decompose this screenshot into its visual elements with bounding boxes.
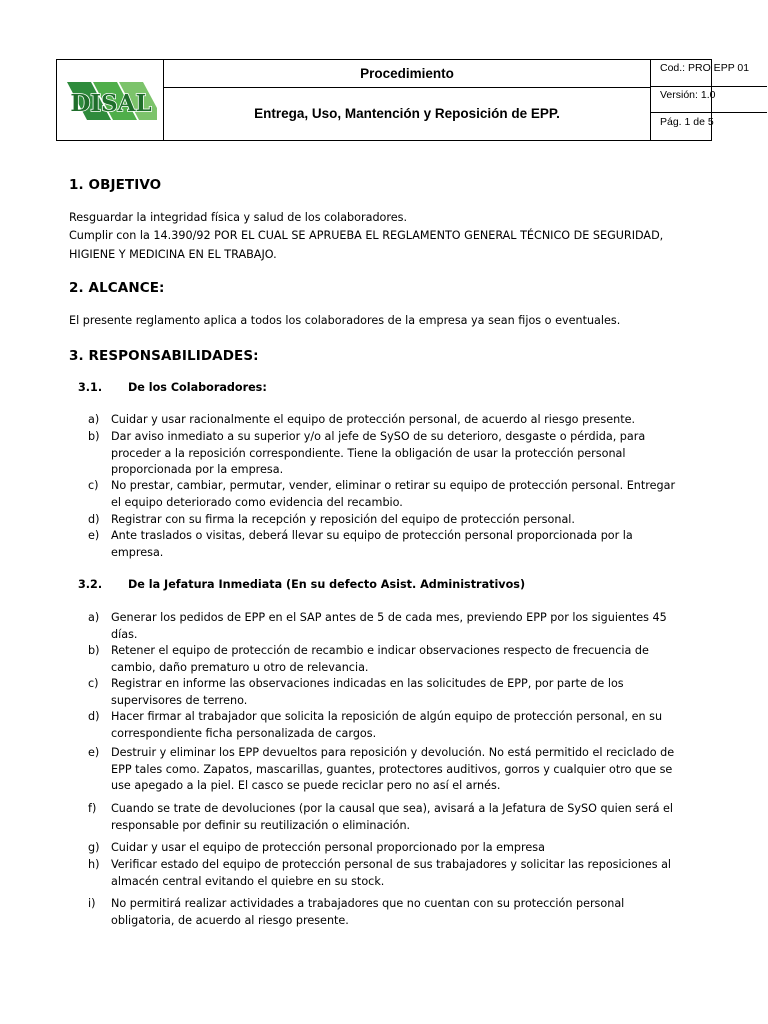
list-item — [88, 745, 708, 795]
section-heading-alcance: 2. ALCANCE: — [69, 280, 165, 296]
list-item-text: Hacer firmar al trabajador que solicita la reposición de algún equipo de protección personal, en su correspondiente ficha personalizada de cargos. — [111, 710, 663, 740]
list-item-marker: a) — [88, 413, 100, 426]
list-item-text: No permitirá realizar actividades a trabajadores que no cuentan con su protección personal obligatoria, de acuerdo al riesgo presente. — [111, 897, 625, 927]
list-item-marker: g) — [88, 841, 100, 854]
logo-wordmark: DISAL — [70, 90, 152, 117]
objetivo-line-3: HIGIENE Y MEDICINA EN EL TRABAJO. — [69, 248, 277, 261]
list-item-marker: e) — [88, 529, 100, 542]
list-item — [88, 429, 708, 479]
list-item-text: Cuando se trate de devoluciones (por la causal que sea), avisará a la Jefatura de SySO quien será el responsable por definir su reutilización o eliminación. — [111, 802, 673, 832]
subsection-heading-colaboradores — [78, 381, 267, 394]
list-item-text: Generar los pedidos de EPP en el SAP antes de 5 de cada mes, previendo EPP por los siguientes 45 días. — [111, 611, 667, 641]
subsection-number: 3.2. — [78, 578, 103, 591]
list-item — [88, 676, 708, 709]
list-item-text: No prestar, cambiar, permutar, vender, eliminar o retirar su equipo de protección personal. Entregar el equipo deteriorado como evidencia del recambio. — [111, 479, 676, 509]
document-code: Cod.: PRO EPP 01 — [651, 60, 767, 87]
list-item — [88, 840, 708, 857]
list-item — [88, 412, 708, 429]
section-heading-objetivo: 1. OBJETIVO — [69, 177, 162, 193]
list-item-marker: c) — [88, 677, 99, 690]
list-item — [88, 512, 708, 529]
subsection-heading-jefatura — [78, 578, 525, 591]
list-item-text: Verificar estado del equipo de protección personal de sus trabajadores y solicitar las reposiciones al almacén central evitando el quiebre en su stock. — [111, 858, 672, 888]
subsection-title: De los Colaboradores: — [128, 381, 267, 394]
list-item-marker: e) — [88, 746, 100, 759]
objetivo-line-2: Cumplir con la 14.390/92 POR EL CUAL SE APRUEBA EL REGLAMENTO GENERAL TÉCNICO DE SEGURIDAD, — [69, 229, 664, 242]
list-item — [88, 643, 708, 676]
list-item — [88, 478, 708, 511]
list-item — [88, 528, 708, 561]
list-item-text: Destruir y eliminar los EPP devueltos para reposición y devolución. No está permitido el reciclado de EPP tales como. Zapatos, mascarillas, guantes, protectores auditivos, gorros y cualquier otro que se use apegado a la piel. El casco se puede reciclar pero no así el arnés. — [111, 746, 675, 792]
list-item-text: Ante traslados o visitas, deberá llevar su equipo de protección personal proporcionada por la empresa. — [111, 529, 633, 559]
list-item-marker: b) — [88, 430, 100, 443]
list-item-marker: i) — [88, 897, 96, 910]
list-item-marker: b) — [88, 644, 100, 657]
list-item-text: Cuidar y usar el equipo de protección personal proporcionado por la empresa — [111, 841, 545, 854]
subsection-title: De la Jefatura Inmediata (En su defecto Asist. Administrativos) — [128, 578, 526, 591]
list-item-marker: a) — [88, 611, 100, 624]
list-item-marker: c) — [88, 479, 99, 492]
list-item-marker: d) — [88, 710, 100, 723]
list-item-marker: d) — [88, 513, 100, 526]
section-heading-responsabilidades: 3. RESPONSABILIDADES: — [69, 348, 259, 364]
document-version: Versión: 1.0 — [651, 87, 767, 113]
page-number: Pág. 1 de 5 — [660, 116, 714, 128]
list-item-text: Registrar en informe las observaciones indicadas en las solicitudes de EPP, por parte de los supervisores de terreno. — [111, 677, 624, 707]
alcance-line-1: El presente reglamento aplica a todos los colaboradores de la empresa ya sean fijos o eventuales. — [69, 314, 621, 327]
list-item-text: Dar aviso inmediato a su superior y/o al jefe de SySO de su deterioro, desgaste o pérdida, para proceder a la reposición correspondiente. Tiene la obligación de usar la protección personal proporcionada por la empresa. — [111, 430, 646, 476]
list-item-text: Cuidar y usar racionalmente el equipo de protección personal, de acuerdo al riesgo presente. — [111, 413, 636, 426]
list-item-marker: f) — [88, 802, 97, 815]
procedure-label: Procedimiento — [164, 60, 650, 88]
list-item — [88, 801, 708, 834]
list-item-text: Retener el equipo de protección de recambio e indicar observaciones respecto de frecuencia de cambio, daño prematuro u otro de relevancia. — [111, 644, 649, 674]
list-item-text: Registrar con su firma la recepción y reposición del equipo de protección personal. — [111, 513, 575, 526]
objetivo-line-1: Resguardar la integridad física y salud de los colaboradores. — [69, 211, 408, 224]
list-item — [88, 610, 708, 643]
list-item — [88, 896, 708, 929]
subsection-number: 3.1. — [78, 381, 103, 394]
list-item — [88, 857, 708, 890]
document-title: Entrega, Uso, Mantención y Reposición de EPP. — [254, 106, 560, 121]
list-item-marker: h) — [88, 858, 100, 871]
list-item — [88, 709, 708, 742]
